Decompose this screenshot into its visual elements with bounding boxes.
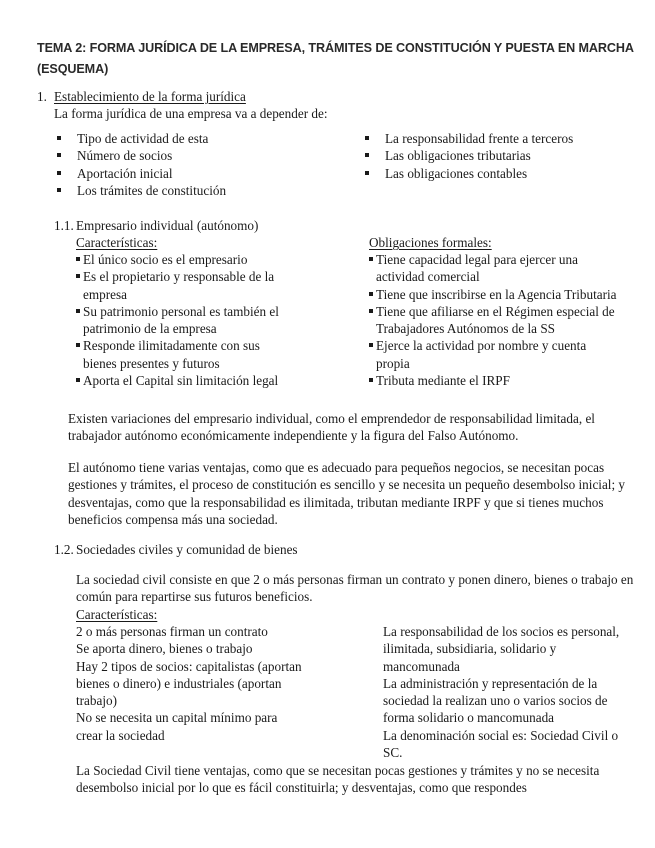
list-item: Aporta el Capital sin limitación legal (76, 372, 296, 389)
characteristics-right-column (383, 623, 623, 761)
section-1-number: 1. (37, 89, 47, 104)
section-1-1-heading: Empresario individual (autónomo) (76, 218, 259, 233)
list-item: Tiene capacidad legal para ejercer una actividad comercial (369, 251, 619, 286)
list-item: El único socio es el empresario (76, 251, 296, 268)
list-item: Ejerce la actividad por nombre y cuenta propia (369, 337, 619, 372)
characteristics-left-column (76, 623, 306, 744)
section-1-2-number: 1.2. (54, 542, 74, 557)
list-item: Se aporta dinero, bienes o trabajo (76, 641, 253, 657)
paragraph-closing: La Sociedad Civil tiene ventajas, como que se necesitan pocas gestiones y trámites y no se necesita desembolso inicial por lo que es fácil constituirla; y desventajas, como que respondes (76, 763, 600, 796)
list-item: La responsabilidad de los socios es personal, ilimitada, subsidiaria, solidario y mancomunada (383, 624, 620, 674)
factors-list-left (54, 130, 334, 199)
characteristics-label: Características: (76, 235, 158, 250)
characteristics-list (76, 251, 296, 389)
factors-list-right (362, 130, 642, 182)
paragraph-pros-cons: El autónomo tiene varias ventajas, como que es adecuado para pequeños negocios, se necesitan pocas gestiones y trámites, el proceso de constitución es sencillo y se necesita un pequeño desembolso inicial; y desventajas, como que la responsabilidad es ilimitada, tributan mediante IRPF y que si tienes muchos beneficios compensa más una sociedad. (68, 460, 626, 527)
list-item: La denominación social es: Sociedad Civil o SC. (383, 727, 619, 761)
paragraph-variations: Existen variaciones del empresario individual, como el emprendedor de responsabilidad limitada, el trabajador autónomo económicamente independiente y la figura del Falso Autónomo. (68, 411, 595, 444)
list-item: Responde ilimitadamente con sus bienes presentes y futuros (76, 337, 296, 372)
list-item: Los trámites de constitución (54, 182, 334, 199)
list-item: Es el propietario y responsable de la empresa (76, 268, 296, 303)
list-item: Tiene que inscribirse en la Agencia Tributaria (369, 286, 619, 303)
paragraph-sociedad-civil: La sociedad civil consiste en que 2 o más personas firman un contrato y ponen dinero, bienes o trabajo en común para repartirse sus futuros beneficios. (76, 572, 634, 605)
list-item: Tributa mediante el IRPF (369, 372, 619, 389)
list-item: La administración y representación de la sociedad la realizan uno o varios socios de forma solidario o mancomunada (383, 675, 608, 726)
section-1-2-heading: Sociedades civiles y comunidad de bienes (76, 542, 298, 557)
list-item: Tipo de actividad de esta (54, 130, 334, 147)
section-1-intro: La forma jurídica de una empresa va a depender de: (54, 106, 328, 121)
obligations-list (369, 251, 619, 389)
obligations-label: Obligaciones formales: (369, 235, 492, 250)
list-item: Las obligaciones contables (362, 165, 642, 182)
list-item: Aportación inicial (54, 165, 334, 182)
section-1-1-number: 1.1. (54, 218, 74, 233)
section-1-heading: Establecimiento de la forma jurídica (54, 89, 246, 104)
document-title: TEMA 2: FORMA JURÍDICA DE LA EMPRESA, TRÁMITES DE CONSTITUCIÓN Y PUESTA EN MARCHA (ESQUEMA) (37, 41, 634, 76)
list-item: Número de socios (54, 147, 334, 164)
list-item: Tiene que afiliarse en el Régimen especial de Trabajadores Autónomos de la SS (369, 303, 619, 338)
list-item: Las obligaciones tributarias (362, 147, 642, 164)
list-item: La responsabilidad frente a terceros (362, 130, 642, 147)
list-item: No se necesita un capital mínimo para crear la sociedad (76, 710, 278, 743)
list-item: Su patrimonio personal es también el patrimonio de la empresa (76, 303, 296, 338)
list-item: 2 o más personas firman un contrato (76, 624, 268, 639)
characteristics-label-2: Características: (76, 607, 158, 622)
list-item: Hay 2 tipos de socios: capitalistas (aportan bienes o dinero) e industriales (aportan trabajo) (76, 658, 302, 709)
